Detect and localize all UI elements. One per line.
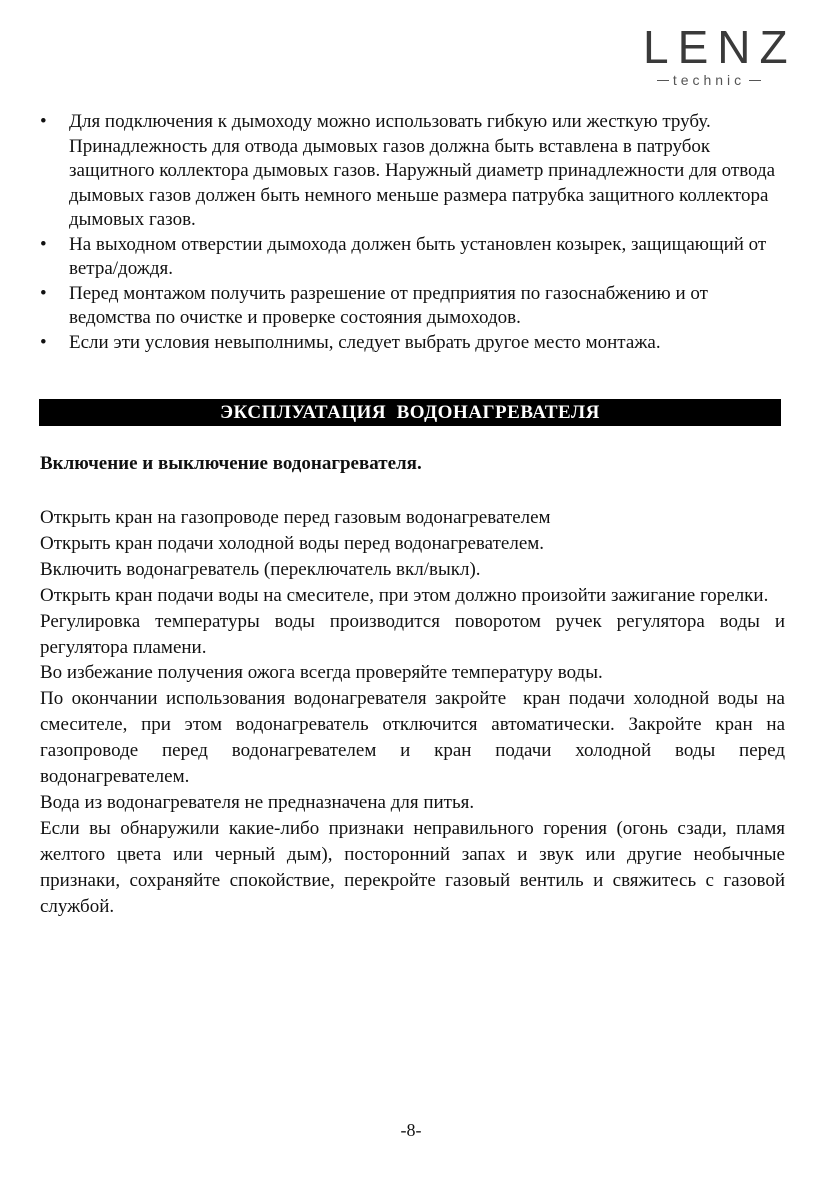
instruction-paragraph: Открыть кран подачи холодной воды перед водонагревателем. <box>40 532 545 554</box>
bullet-icon: • <box>40 282 47 304</box>
bullet-item <box>40 233 785 282</box>
installation-bullet-list <box>40 110 785 355</box>
bullet-item <box>40 282 785 331</box>
brand-subtitle-row <box>634 72 784 88</box>
instruction-paragraph: Открыть кран подачи воды на смесителе, при этом должно произойти зажигание горелки. <box>40 584 769 606</box>
instruction-paragraph: Регулировка температуры воды производится поворотом ручек регулятора воды и регулятора пламени. <box>40 610 785 658</box>
instruction-paragraph: Во избежание получения ожога всегда проверяйте температуру воды. <box>40 662 603 684</box>
instruction-paragraph: Открыть кран на газопроводе перед газовым водонагревателем <box>40 507 551 528</box>
operation-instructions <box>40 505 790 920</box>
bullet-icon: • <box>40 233 47 255</box>
bullet-icon: • <box>40 331 47 353</box>
logo-dash-left <box>657 80 669 81</box>
instruction-paragraph: Включить водонагреватель (переключатель вкл/выкл). <box>40 558 481 580</box>
logo-dash-right <box>749 80 761 81</box>
brand-subtitle: technic <box>672 72 746 88</box>
instruction-paragraph: По окончании использования водонагревателя закройте кран подачи холодной воды на смесителе, при этом водонагреватель отключится автоматически. Закройте кран на газопроводе перед водонагревателем и кран подачи холодной воды перед водонагревателем. <box>40 688 790 788</box>
bullet-item <box>40 110 785 233</box>
brand-name: LENZ <box>643 21 797 73</box>
bullet-text: Для подключения к дымоходу можно использовать гибкую или жесткую трубу. Принадлежность для отвода дымовых газов должна быть вставлена в патрубок защитного коллектора дымовых газов. Наружный диаметр принадлежности для отвода дымовых газов должен быть немного меньше размера патрубка защитного коллектора дымовых газов. <box>69 111 776 230</box>
bullet-icon: • <box>40 111 47 132</box>
brand-logo <box>634 21 797 88</box>
section-title: ЭКСПЛУАТАЦИЯ ВОДОНАГРЕВАТЕЛЯ <box>220 402 600 423</box>
subheading: Включение и выключение водонагревателя. <box>40 453 422 474</box>
instruction-paragraph: Вода из водонагревателя не предназначена для питья. <box>40 791 475 813</box>
bullet-text: На выходном отверстии дымохода должен быть установлен козырек, защищающий от ветра/дождя. <box>69 233 767 279</box>
bullet-item <box>40 331 785 356</box>
bullet-text: Перед монтажом получить разрешение от предприятия по газоснабжению и от ведомства по очистке и проверке состояния дымоходов. <box>69 282 708 328</box>
section-title-band <box>39 399 781 426</box>
instruction-paragraph: Если вы обнаружили какие-либо признаки неправильного горения (огонь сзади, пламя желтого цвета или черный дым), посторонний запах и звук или другие необычные признаки, сохраняйте спокойствие, перекройте газовый вентиль и свяжитесь с газовой службой. <box>40 817 785 917</box>
page-number: -8- <box>400 1120 422 1140</box>
bullet-text: Если эти условия невыполнимы, следует выбрать другое место монтажа. <box>69 331 661 353</box>
